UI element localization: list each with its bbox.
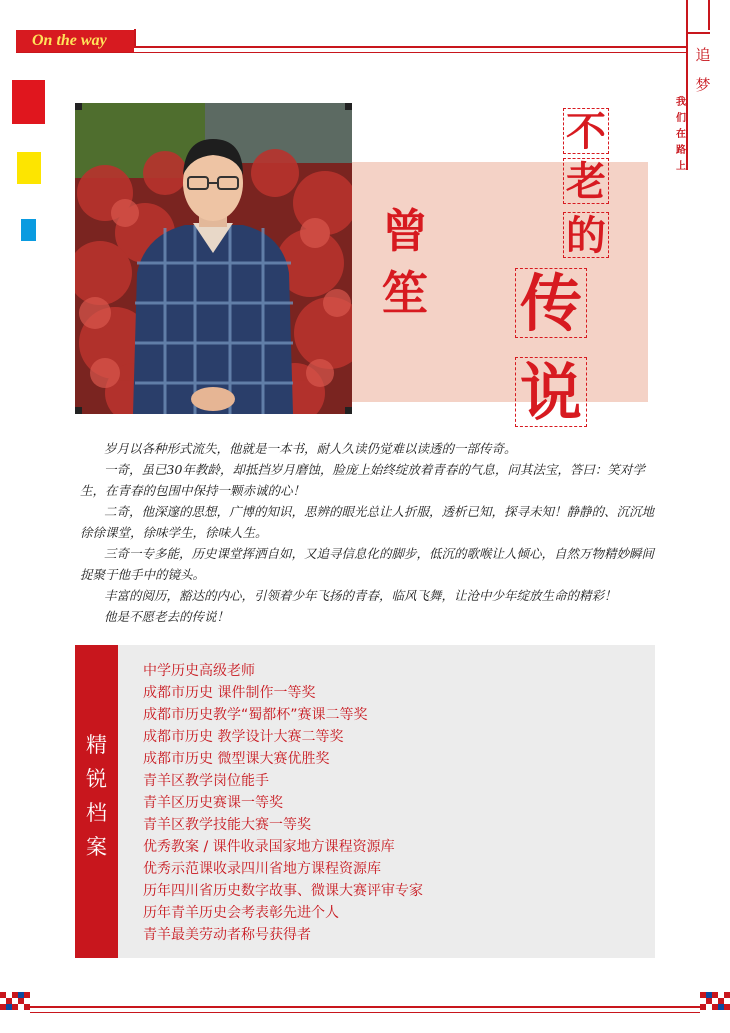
honor-item: 成都市历史 课件制作一等奖 xyxy=(143,685,316,701)
side-rule-3 xyxy=(686,32,710,34)
side-title: 追梦 xyxy=(695,46,711,94)
deco-square-blue xyxy=(21,219,36,241)
intro-paragraph: 三奇一专多能，历史课堂挥洒自如，又追寻信息化的脚步，低沉的歌喉让人倾心，自然万物精妙瞬间捉聚于他手中的镜头。 xyxy=(80,546,655,582)
portrait-photo xyxy=(75,103,352,414)
honors-title-char: 精锐档案 xyxy=(86,733,107,859)
honor-item: 青羊区教学岗位能手 xyxy=(143,773,269,789)
header-rule-step xyxy=(134,29,136,46)
person-name: 曾笙 xyxy=(382,204,428,320)
title-char: 不 xyxy=(563,108,609,154)
intro-text xyxy=(80,438,660,627)
section-tag: On the way xyxy=(16,30,134,52)
intro-paragraph: 他是不愿老去的传说！ xyxy=(104,609,230,624)
honor-item: 中学历史高级老师 xyxy=(143,663,255,679)
honor-item: 成都市历史 教学设计大赛二等奖 xyxy=(143,729,344,745)
intro-paragraph: 丰富的阅历，豁达的内心，引领着少年飞扬的青春，临风飞舞，让沧中少年绽放生命的精彩！ xyxy=(104,588,617,603)
side-subtitle: 我们在路上 xyxy=(676,97,686,172)
header-rule-2 xyxy=(16,52,686,53)
honor-item: 青羊最美劳动者称号获得者 xyxy=(143,927,311,943)
portrait-illustration xyxy=(75,103,352,414)
title-char: 传 xyxy=(515,268,587,338)
intro-paragraph: 一奇，虽已30年教龄，却抵挡岁月磨蚀，脸庞上始终绽放着青春的气息，问其法宝，答曰：笑对学生，在青春的包围中保持一颗赤诚的心！ xyxy=(80,462,645,498)
deco-square-red xyxy=(12,80,45,124)
photo-corner xyxy=(345,407,352,414)
photo-corner xyxy=(75,407,82,414)
honor-item: 历年四川省历史数字故事、微课大赛评审专家 xyxy=(143,883,423,899)
honor-item: 青羊区教学技能大赛一等奖 xyxy=(143,817,311,833)
honors-title xyxy=(75,728,118,864)
header-rule xyxy=(134,46,686,48)
title-char: 的 xyxy=(563,212,609,258)
footer-rule-2 xyxy=(30,1012,700,1013)
honors-list xyxy=(143,660,423,946)
title-char: 老 xyxy=(563,158,609,204)
intro-paragraph: 岁月以各种形式流失，他就是一本书，耐人久读仍觉难以读透的一部传奇。 xyxy=(104,441,517,456)
honor-item: 青羊区历史赛课一等奖 xyxy=(143,795,283,811)
footer-rule xyxy=(30,1006,700,1008)
intro-paragraph: 二奇，他深邃的思想，广博的知识，思辨的眼光总让人折服，透析已知，探寻未知！静静的、沉沉地徐徐课堂，徐味学生，徐味人生。 xyxy=(80,504,655,540)
title-char: 说 xyxy=(515,357,587,427)
honor-item: 成都市历史教学“蜀都杯”赛课二等奖 xyxy=(143,707,368,723)
deco-square-yellow xyxy=(17,152,41,184)
honor-item: 成都市历史 微型课大赛优胜奖 xyxy=(143,751,330,767)
side-rule-2 xyxy=(708,0,710,30)
footer-pattern-right xyxy=(700,992,730,1014)
honor-item: 历年青羊历史会考表彰先进个人 xyxy=(143,905,339,921)
honor-item: 优秀教案 / 课件收录国家地方课程资源库 xyxy=(143,839,395,855)
photo-corner xyxy=(75,103,82,110)
footer-pattern-left xyxy=(0,992,30,1014)
photo-corner xyxy=(345,103,352,110)
honor-item: 优秀示范课收录四川省地方课程资源库 xyxy=(143,861,381,877)
